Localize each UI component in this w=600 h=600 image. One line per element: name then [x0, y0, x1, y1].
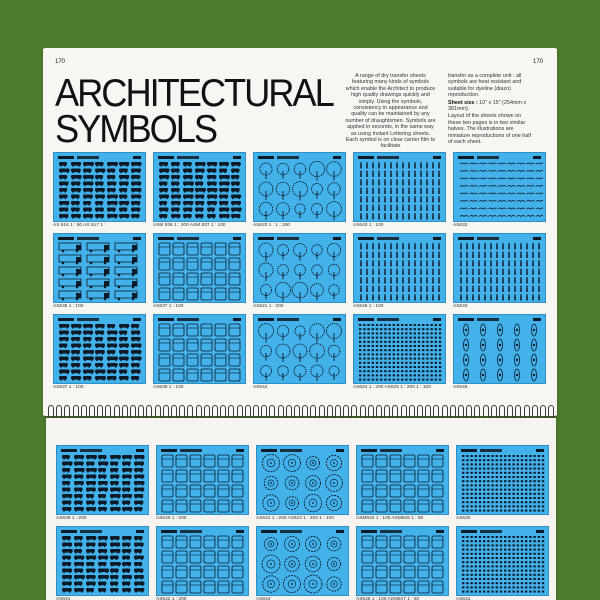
symbol-sheet-image: [53, 314, 146, 384]
catalog-page-top: [43, 48, 557, 416]
symbol-sheet-drawing: [61, 454, 146, 514]
sheet-caption: AS630: [456, 516, 471, 521]
symbol-sheet-image: [353, 314, 446, 384]
sheet-caption: AS637 1 : 100: [53, 385, 84, 390]
symbol-sheet-image: [456, 445, 549, 515]
sheet-caption: AS624 1 : 200 AS625 1 : 200 1 : 100: [353, 385, 431, 390]
sheet-item: [53, 152, 146, 230]
symbol-sheet-drawing: [358, 161, 443, 221]
symbol-sheet-image: [156, 526, 249, 596]
sheet-item: [353, 152, 446, 230]
sheet-caption: ASM844 1 : 100 ASM845 1 : 50: [356, 516, 424, 521]
symbol-sheet-drawing: [461, 454, 546, 514]
sheet-size: [448, 100, 533, 113]
symbol-sheet-drawing: [158, 242, 243, 302]
symbol-sheet-image: [453, 233, 546, 303]
sheet-caption: AS639 1 : 200: [56, 516, 87, 521]
sheet-item: [353, 233, 446, 311]
sheet-item: [153, 314, 246, 392]
page-title: [55, 72, 333, 151]
sheet-caption: AS622 1 : 200 AS623 1 : 200 1 : 100: [256, 516, 334, 521]
symbol-sheet-drawing: [161, 454, 246, 514]
symbol-sheet-image: [356, 526, 449, 596]
sheet-caption: AS632: [453, 223, 468, 228]
sheet-item: [353, 314, 446, 392]
title-line-1: ARCHITECTURAL: [55, 72, 333, 115]
symbol-sheet-image: [153, 314, 246, 384]
symbol-sheet-image: [456, 526, 549, 596]
symbol-sheet-image: [156, 445, 249, 515]
sheet-caption: AS642: [253, 385, 268, 390]
symbol-sheet-drawing: [58, 323, 143, 383]
sheet-caption: AS640 1 : 200: [156, 516, 187, 521]
sheet-item: [456, 526, 549, 600]
symbol-sheet-image: [253, 152, 346, 222]
sheet-item: [456, 445, 549, 523]
sheet-caption: AS644: [256, 597, 271, 600]
sheet-item: [453, 152, 546, 230]
sheet-caption: AS646 1 : 100: [353, 304, 384, 309]
sheet-item: [53, 233, 146, 311]
sheet-item: [356, 445, 449, 523]
sheet-caption: AS638 1 : 100: [153, 385, 184, 390]
page-number-left: 170: [55, 59, 66, 65]
symbol-sheet-drawing: [461, 535, 546, 595]
sheet-caption: AS 616 1 : 50 AS 617 1 :: [53, 223, 106, 228]
symbol-sheet-drawing: [158, 161, 243, 221]
symbol-sheet-image: [353, 152, 446, 222]
sheet-item: [153, 152, 246, 230]
sheet-item: [56, 445, 149, 523]
symbol-sheet-image: [153, 233, 246, 303]
intro-text: [345, 73, 533, 150]
symbol-sheet-image: [56, 445, 149, 515]
sheet-item: [53, 314, 146, 392]
sheet-caption: AS641: [56, 597, 71, 600]
symbol-sheet-image: [256, 445, 349, 515]
symbol-sheet-drawing: [161, 535, 246, 595]
sheet-item: [56, 526, 149, 600]
symbol-sheet-image: [56, 526, 149, 596]
sheet-caption: AS621 1 : 200: [253, 304, 284, 309]
sheet-item: [156, 445, 249, 523]
symbol-sheet-drawing: [358, 323, 443, 383]
sheet-item: [253, 152, 346, 230]
sheet-caption: AS648: [453, 385, 468, 390]
symbol-sheet-drawing: [58, 242, 143, 302]
sheet-caption: AS643 1 : 100: [353, 223, 384, 228]
sheet-caption: AS620 1 : 1 : 200: [253, 223, 291, 228]
intro-paragraph-a: transfer as a complete unit : all symbols are heat resistant and suitable for dyeline (diazo) reproduction.: [447, 73, 522, 99]
symbol-sheet-image: [453, 314, 546, 384]
symbol-sheet-image: [53, 233, 146, 303]
symbol-sheet-image: [253, 233, 346, 303]
symbol-sheet-image: [356, 445, 449, 515]
symbol-sheet-drawing: [261, 454, 346, 514]
sheet-item: [253, 314, 346, 392]
sheet-item: [256, 526, 349, 600]
symbol-sheet-drawing: [458, 242, 543, 302]
page-number-right: 170: [532, 59, 543, 65]
symbol-sheet-image: [353, 233, 446, 303]
symbol-sheet-image: [253, 314, 346, 384]
sheet-caption: ASM 836 1 : 200 ASM 837 1 : 100: [153, 223, 226, 228]
symbol-sheet-drawing: [258, 323, 343, 383]
sheet-item: [453, 233, 546, 311]
sheet-item: [356, 526, 449, 600]
symbol-sheet-drawing: [261, 535, 346, 595]
sheet-caption: AS633: [453, 304, 468, 309]
intro-column-1: A range of dry transfer sheets featuring many kinds of symbols which enable the Architect to produce high quality drawings quickly and simply. Using the symbols, consistency in appearance and quality can be maintained by any number of draughtsmen. Symbols are applied in seconds, in the same way as using Instant Lettering sheets. Each symbol is on clear carrier film to facilitate: [345, 73, 436, 150]
symbol-sheet-image: [453, 152, 546, 222]
sheet-caption: AS631: [456, 597, 471, 600]
sheet-caption: AS642 1 : 200: [156, 597, 187, 600]
symbol-sheet-drawing: [61, 535, 146, 595]
symbol-sheet-image: [153, 152, 246, 222]
sheet-item: [453, 314, 546, 392]
intro-paragraph-b: Layout of the sheets shown on these two pages is in two similar halves. The illustrations are miniature reproductions of one half of each sheet.: [447, 113, 531, 146]
symbol-sheet-drawing: [358, 242, 443, 302]
title-line-2: SYMBOLS: [55, 108, 217, 151]
symbol-sheet-drawing: [458, 161, 543, 221]
symbol-sheet-drawing: [361, 454, 446, 514]
sheet-item: [153, 233, 246, 311]
sheet-item: [156, 526, 249, 600]
symbol-sheet-drawing: [258, 161, 343, 221]
sheet-caption: AS636 1 : 100: [53, 304, 84, 309]
sheet-item: [256, 445, 349, 523]
sheet-item: [253, 233, 346, 311]
symbol-sheet-image: [53, 152, 146, 222]
sheet-size-value: 10" x 15" (254mm x 381mm).: [447, 99, 527, 113]
symbol-sheet-drawing: [158, 323, 243, 383]
catalog-page-bottom: [46, 418, 556, 600]
symbol-sheet-drawing: [458, 323, 543, 383]
symbol-sheet-drawing: [58, 161, 143, 221]
sheet-grid-top: [53, 152, 547, 392]
symbol-sheet-drawing: [258, 242, 343, 302]
sheet-caption: AS646 1 : 100 ASM847 1 : 50: [356, 597, 420, 600]
sheet-grid-bottom: [56, 445, 550, 600]
symbol-sheet-image: [256, 526, 349, 596]
symbol-sheet-drawing: [361, 535, 446, 595]
sheet-size-label: Sheet size :: [447, 99, 478, 106]
sheet-caption: AS637 1 : 100: [153, 304, 184, 309]
intro-column-2: [448, 73, 533, 150]
